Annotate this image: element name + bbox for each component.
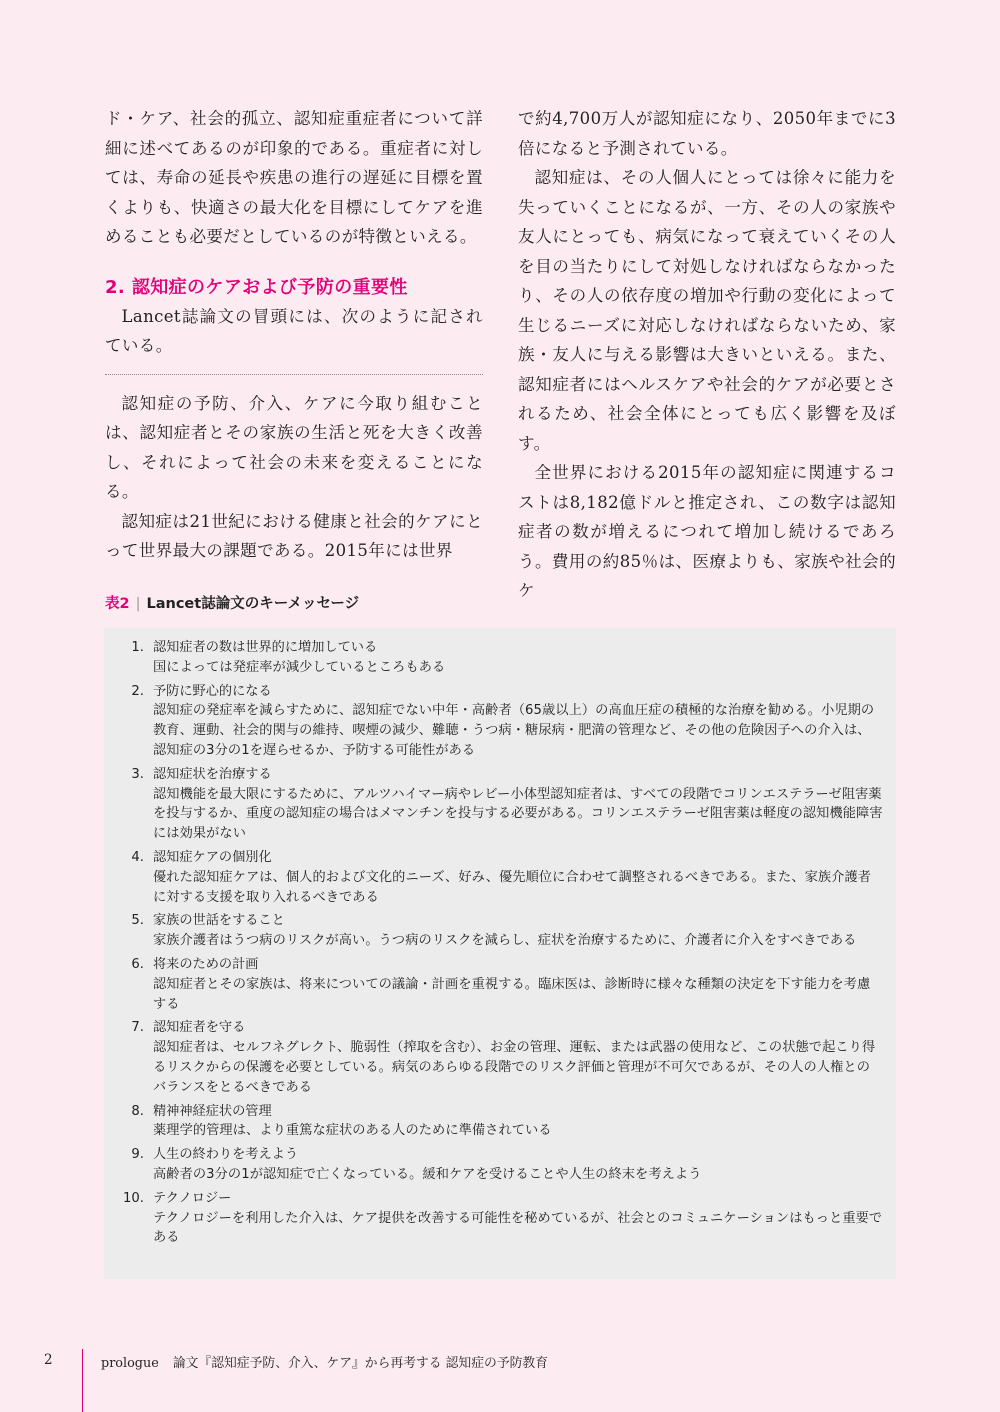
item-description: 高齢者の3分の1が認知症で亡くなっている。緩和ケアを受けることや人生の終末を考えよう — [153, 1166, 702, 1182]
quote-paragraph: 認知症は21世紀における健康と社会的ケアにとって世界最大の課題である。2015年には世界 — [105, 511, 483, 560]
item-description: 薬理学的管理は、より重篤な症状のある人のために準備されている — [153, 1123, 552, 1139]
body-paragraph: で約4,700万人が認知症になり、2050年までに3倍になると予測されている。 — [518, 109, 896, 158]
item-body — [153, 1102, 883, 1142]
item-body — [153, 638, 883, 678]
list-item — [104, 911, 886, 951]
item-body — [153, 911, 883, 951]
table-caption — [105, 592, 359, 613]
list-item — [104, 765, 886, 844]
item-title: 予防に野心的になる — [153, 683, 272, 699]
item-number: 6. — [131, 956, 144, 972]
item-title: 将来のための計画 — [153, 956, 259, 972]
left-column — [105, 104, 483, 566]
item-title: テクノロジー — [153, 1190, 232, 1206]
item-description: 家族介護者はうつ病のリスクが高い。うつ病のリスクを減らし、症状を治療するために、介護者に介入をすべきである — [153, 933, 857, 949]
item-number: 8. — [131, 1103, 144, 1119]
item-title: 認知症状を治療する — [153, 766, 272, 782]
key-messages-table — [104, 628, 896, 1279]
footer-title: 論文『認知症予防、介入、ケア』から再考する 認知症の予防教育 — [172, 1356, 549, 1371]
item-number: 4. — [131, 849, 144, 865]
dotted-divider — [105, 374, 483, 375]
item-number: 5. — [131, 913, 144, 929]
footer-section: prologue — [101, 1356, 159, 1371]
item-body — [153, 1018, 883, 1097]
quote-paragraph: 認知症の予防、介入、ケアに今取り組むことは、認知症者とその家族の生活と死を大きく改善し、それによって社会の未来を変えることになる。 — [105, 393, 483, 501]
list-item — [104, 638, 886, 678]
item-title: 家族の世話をすること — [153, 913, 285, 929]
running-footer — [101, 1352, 548, 1371]
right-column — [518, 104, 896, 606]
item-body — [153, 955, 883, 1014]
item-number: 9. — [131, 1147, 144, 1163]
item-description: 国によっては発症率が減少しているところもある — [153, 659, 446, 675]
list-item — [104, 682, 886, 761]
item-description: 認知機能を最大限にするために、アルツハイマー病やレビー小体型認知症者は、すべての段階でコリンエステラーゼ阻害薬を投与するか、重度の認知症の場合はメマンチンを投与する必要がある。コリンエステラーゼ阻害薬は軽度の認知機能障害には効果がない — [153, 786, 883, 842]
item-description: 優れた認知症ケアは、個人的および文化的ニーズ、好み、優先順位に合わせて調整されるべきである。また、家族介護者に対する支援を取り入れるべきである — [153, 869, 872, 905]
item-description: 認知症の発症率を減らすために、認知症でない中年・高齢者（65歳以上）の高血圧症の積極的な治療を勧める。小児期の教育、運動、社会的関与の維持、喫煙の減少、難聴・うつ病・糖尿病・肥満の管理など、その他の危険因子への介入は、認知症の3分の1を遅らせるか、予防する可能性がある — [153, 703, 875, 758]
item-body — [153, 848, 883, 907]
item-body — [153, 682, 883, 761]
caption-separator: | — [135, 596, 141, 612]
item-description: テクノロジーを利用した介入は、ケア提供を改善する可能性を秘めているが、社会とのコミュニケーションはもっと重要である — [153, 1210, 883, 1246]
list-item — [104, 1189, 886, 1248]
list-item — [104, 1145, 886, 1185]
body-paragraph: 認知症は、その人個人にとっては徐々に能力を失っていくことになるが、一方、その人の家族や友人にとっても、病気になって衰えていくその人を目の当たりにして対処しなければならなかったり、その人の依存度の増加や行動の変化によって生じるニーズに対応しなければならないため、家族・友人に与える影響は大きいといえる。また、認知症者にはヘルスケアや社会的ケアが必要とされるため、社会全体にとっても広く影響を及ぼす。 — [518, 168, 896, 453]
item-number: 7. — [131, 1020, 144, 1036]
body-paragraph: Lancet誌論文の冒頭には、次のように記されている。 — [105, 306, 483, 355]
item-number: 1. — [131, 640, 144, 655]
list-item — [104, 1102, 886, 1142]
item-title: 認知症者を守る — [153, 1020, 246, 1036]
item-description: 認知症者とその家族は、将来についての議論・計画を重視する。臨床医は、診断時に様々な種類の決定を下す能力を考慮する — [153, 976, 871, 1012]
page-number: 2 — [44, 1352, 53, 1368]
table-number: 表2 — [105, 596, 130, 612]
item-number: 10. — [123, 1190, 144, 1206]
footer-divider — [82, 1349, 83, 1412]
item-title: 人生の終わりを考えよう — [153, 1147, 299, 1163]
item-body — [153, 1189, 883, 1248]
list-item — [104, 1018, 886, 1097]
section-heading: 2. 認知症のケアおよび予防の重要性 — [105, 276, 408, 298]
item-title: 認知症ケアの個別化 — [153, 849, 272, 865]
item-title: 精神神経症状の管理 — [153, 1103, 272, 1119]
body-paragraph: ド・ケア、社会的孤立、認知症重症者について詳細に述べてあるのが印象的である。重症者に対しては、寿命の延長や疾患の進行の遅延に目標を置くよりも、快適さの最大化を目標にしてケアを進めることも必要だとしているのが特徴といえる。 — [105, 109, 483, 246]
item-body — [153, 1145, 883, 1185]
body-paragraph: 全世界における2015年の認知症に関連するコストは8,182億ドルと推定され、この数字は認知症者の数が増えるにつれて増加し続けるであろう。費用の約85％は、医療よりも、家族や社会的ケ — [518, 463, 896, 600]
item-description: 認知症者は、セルフネグレクト、脆弱性（搾取を含む）、お金の管理、運転、または武器の使用など、この状態で起こり得るリスクからの保護を必要としている。病気のあらゆる段階でのリスク評価と管理が不可欠であるが、その人の人権とのバランスをとるべきである — [153, 1040, 876, 1095]
item-number: 3. — [131, 766, 144, 782]
list-item — [104, 848, 886, 907]
item-title: 認知症者の数は世界的に増加している — [153, 640, 378, 655]
item-body — [153, 765, 883, 844]
table-title: Lancet誌論文のキーメッセージ — [146, 596, 360, 612]
item-number: 2. — [131, 683, 144, 699]
list-item — [104, 955, 886, 1014]
